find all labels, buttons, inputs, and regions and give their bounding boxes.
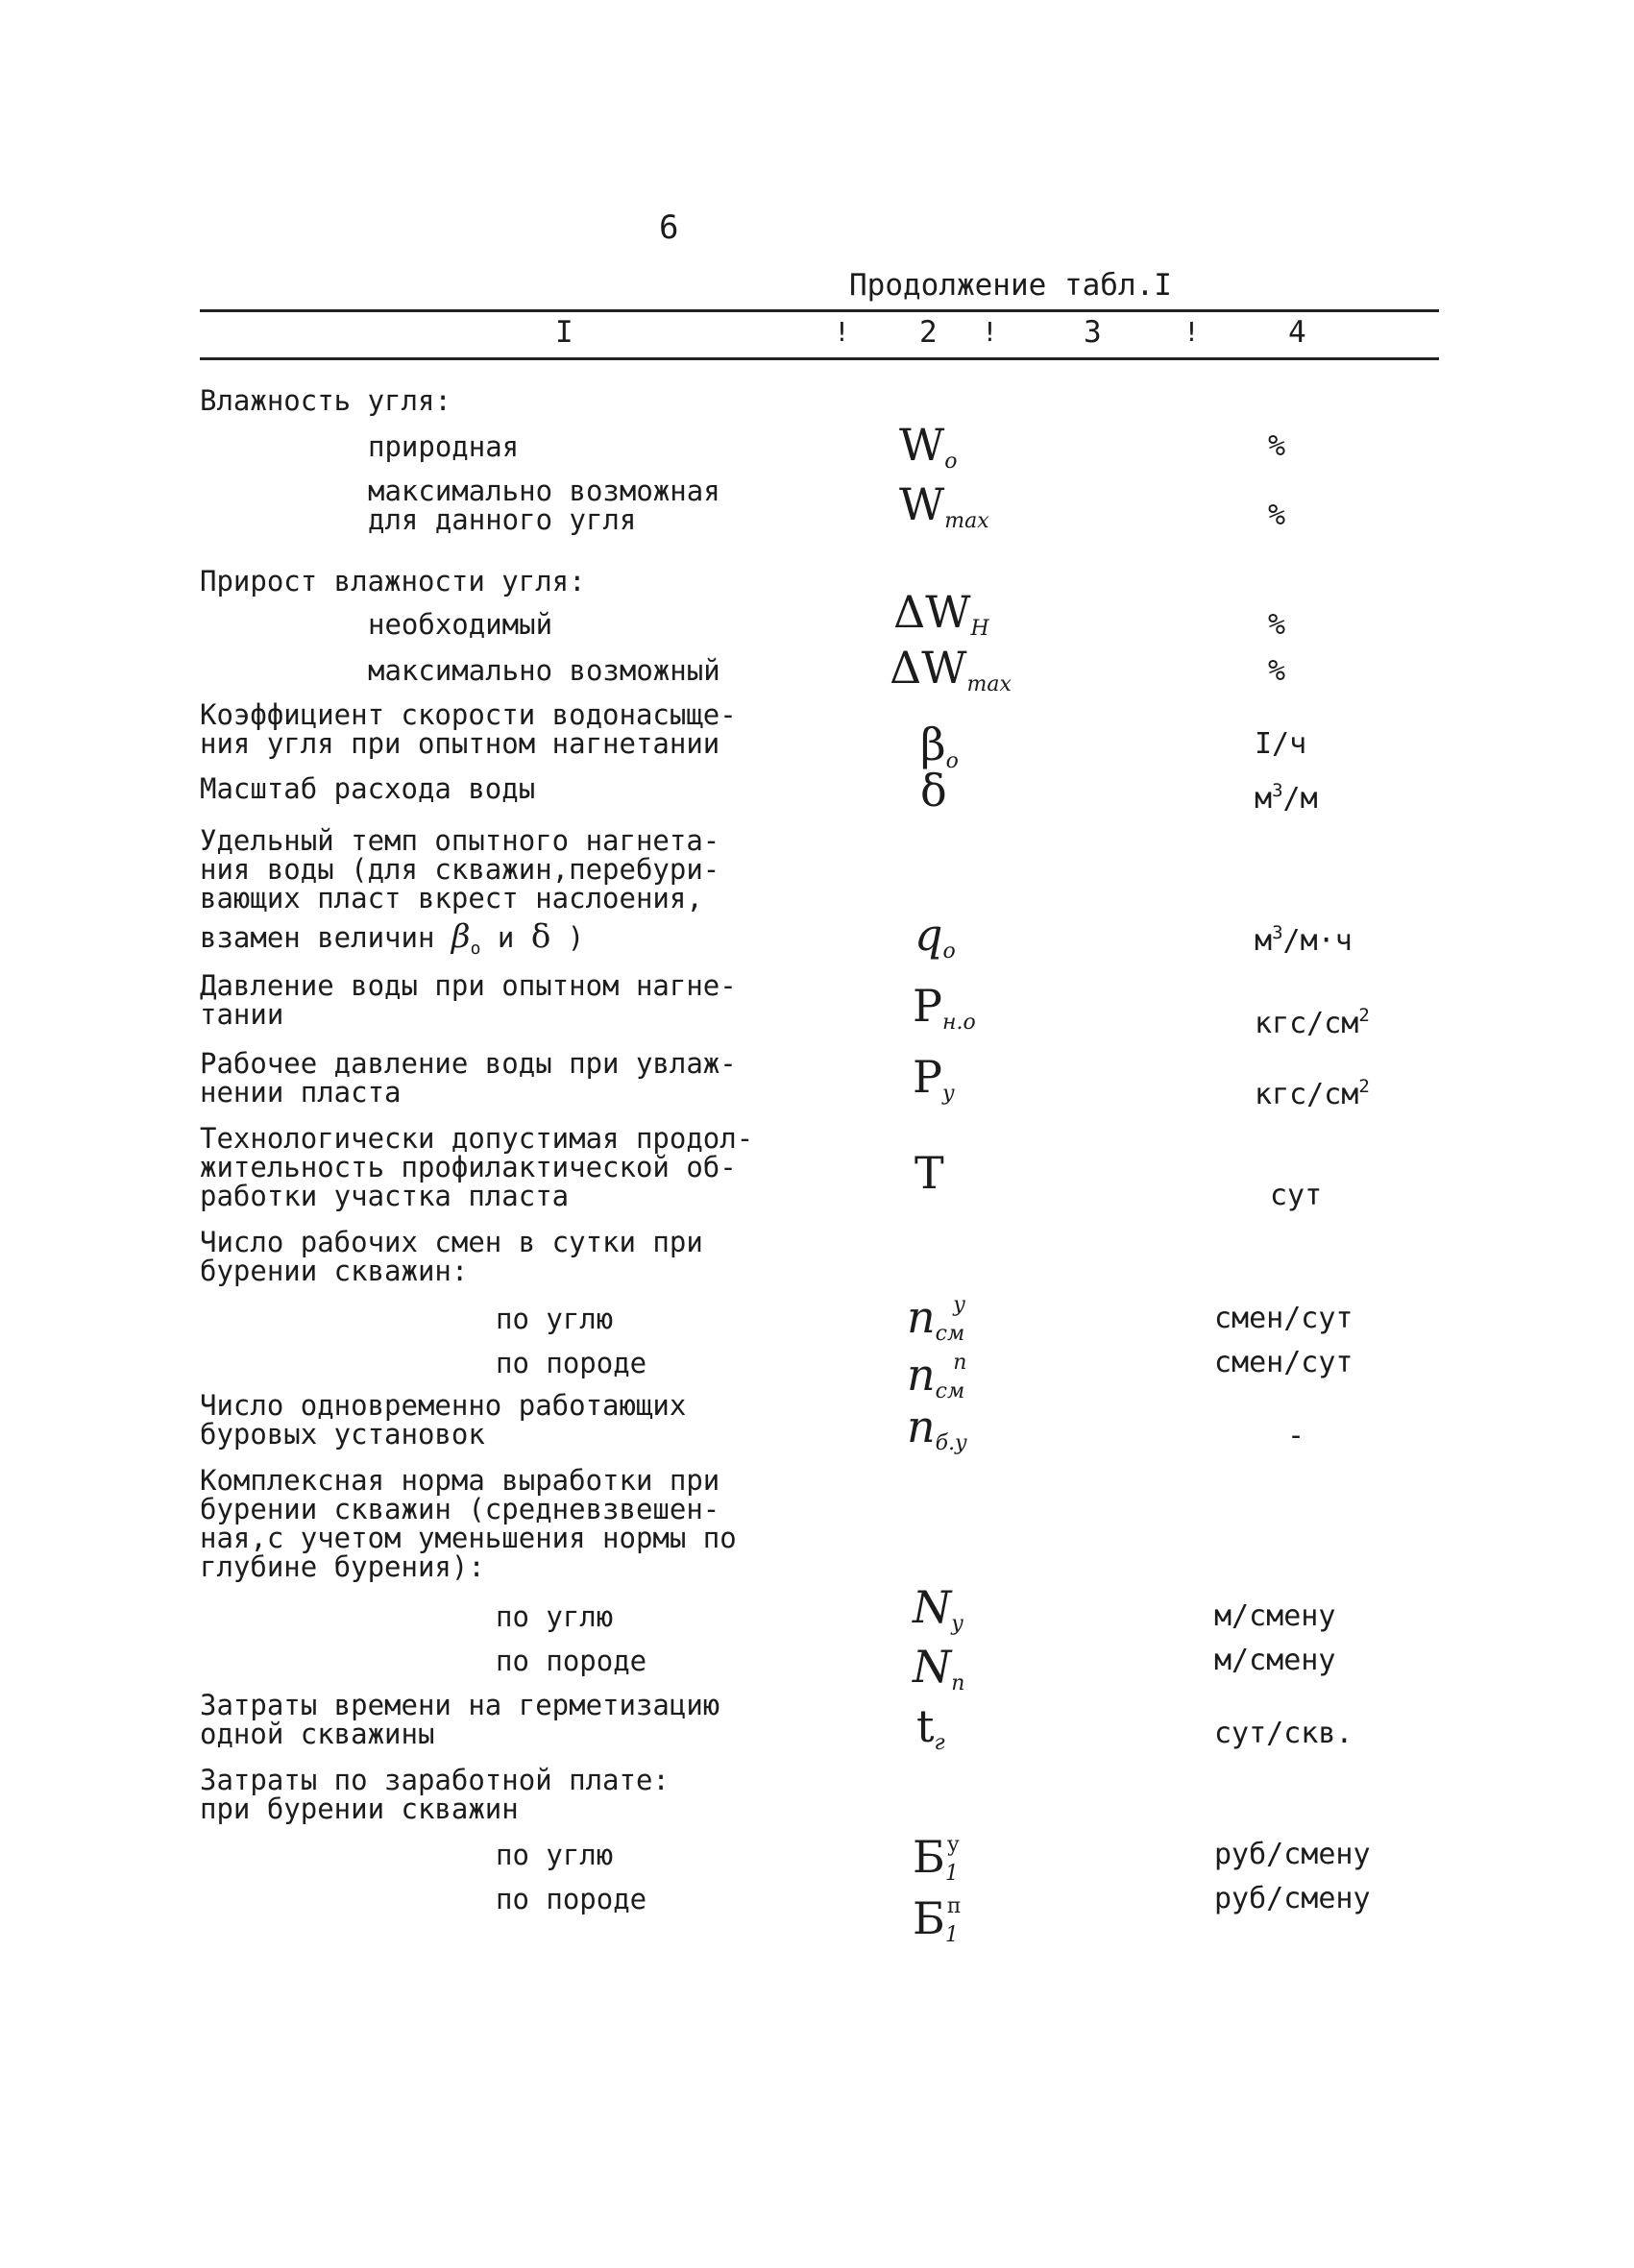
row-label-saturation-coefficient: Коэффициент скорости водонасыще- ния угля при опытном нагнетании	[200, 698, 737, 760]
unit-drilling-rigs: -	[1287, 1419, 1305, 1452]
unit-injection-rate: $м^3/м\cdot ч$	[1255, 922, 1353, 958]
symbol-delta-scale: δ	[920, 765, 947, 817]
row-label-max-moisture: максимально возможная для данного угля	[368, 475, 720, 536]
row-label-shifts-coal: по углю	[496, 1303, 614, 1335]
symbol-wmax: $W_{max}$	[899, 478, 989, 533]
row-label-injection-rate: Удельный темп опытного нагнета- ния воды (для скважин,перебури- вающих пласт вкрест наслоения,	[200, 824, 720, 915]
table-continuation-caption: Продолжение табл.I	[849, 268, 1172, 303]
row-label-natural: природная	[368, 430, 520, 463]
column-header-2: 2	[919, 315, 938, 350]
symbol-delta-wh: $\Delta W_H$	[893, 586, 989, 641]
unit-treatment-duration: сут	[1270, 1179, 1323, 1212]
table-header-rule	[200, 357, 1439, 360]
page-number: 6	[659, 208, 679, 247]
unit-max-possible: %	[1268, 654, 1286, 688]
column-header-3: 3	[1084, 315, 1102, 350]
row-label-output-norm: Комплексная норма выработки при бурении скважин (средневзвешен- ная,с учетом уменьшения нормы по глубине бурения):	[200, 1464, 737, 1583]
symbol-q0: $q_o$	[915, 909, 956, 963]
row-label-shifts-rock: по породе	[496, 1347, 647, 1379]
unit-shifts-rock: смен/сут	[1214, 1346, 1354, 1379]
symbol-n-bu: $n_{б.у}$	[907, 1401, 967, 1455]
unit-working-pressure: кгс/$см^2$	[1255, 1076, 1370, 1111]
symbol-beta0: $\beta_o$	[920, 719, 959, 773]
row-label-treatment-duration: Технологически допустимая продол- жительность профилактической об- работки участка пласта	[200, 1122, 754, 1212]
unit-water-pressure: кгс/$см^2$	[1255, 1005, 1370, 1040]
row-label-norm-rock: по породе	[496, 1645, 647, 1677]
unit-natural: %	[1268, 429, 1286, 463]
symbol-w0: $W_o$	[899, 419, 958, 474]
symbol-t: T	[915, 1147, 944, 1199]
row-label-needed: необходимый	[368, 608, 553, 641]
unit-norm-coal: м/смену	[1214, 1599, 1336, 1633]
row-label-work-shifts: Число рабочих смен в сутки при бурении скважин:	[200, 1226, 703, 1287]
column-header-1: I	[555, 315, 573, 350]
unit-saturation-coefficient: I/ч	[1255, 727, 1307, 761]
table-top-rule	[200, 309, 1439, 312]
row-label-water-scale: Масштаб расхода воды	[200, 772, 536, 805]
unit-water-scale: $м^3/м$	[1255, 780, 1318, 816]
row-label-wages-rock: по породе	[496, 1883, 647, 1915]
row-label-sealing-time: Затраты времени на герметизацию одной скважины	[200, 1689, 720, 1750]
symbol-b1-rock: $Б_1^п$	[913, 1892, 962, 1947]
symbol-t-g: $t_г$	[916, 1700, 945, 1755]
unit-wages-rock: руб/смену	[1214, 1882, 1371, 1915]
unit-sealing-time: сут/скв.	[1214, 1717, 1354, 1750]
symbol-b1-coal: $Б_1^у$	[913, 1831, 960, 1886]
row-label-wages-coal: по углю	[496, 1839, 614, 1871]
symbol-n-cm-coal: $n_{см}^у$	[907, 1291, 965, 1346]
row-label-norm-coal: по углю	[496, 1600, 614, 1633]
row-label-injection-rate-last: взамен величин $\beta_o$ и δ )	[200, 917, 585, 959]
unit-needed: %	[1268, 608, 1286, 642]
row-label-moisture: Влажность угля:	[200, 384, 451, 417]
unit-shifts-coal: смен/сут	[1214, 1302, 1354, 1335]
symbol-n-rock: $N_п$	[913, 1641, 965, 1695]
row-label-max-possible: максимально возможный	[368, 654, 720, 687]
symbol-n-cm-rock: $n_{см}^п$	[907, 1349, 967, 1403]
column-separator: !	[1183, 316, 1200, 348]
unit-norm-rock: м/смену	[1214, 1644, 1336, 1677]
row-label-water-pressure: Давление воды при опытном нагне- тании	[200, 969, 737, 1031]
symbol-p-no: $P_{н.о}$	[913, 980, 976, 1035]
row-label-drilling-rigs: Число одновременно работающих буровых установок	[200, 1389, 687, 1451]
symbol-delta-wmax: $\Delta W_{max}$	[890, 642, 1012, 696]
column-header-4: 4	[1288, 315, 1306, 350]
unit-wages-coal: руб/смену	[1214, 1838, 1371, 1871]
row-label-wage-costs: Затраты по заработной плате: при бурении скважин	[200, 1764, 670, 1825]
row-label-moisture-increase: Прирост влажности угля:	[200, 565, 586, 597]
symbol-p-y: $P_у$	[913, 1051, 955, 1106]
unit-max-moisture: %	[1268, 499, 1286, 532]
row-label-working-pressure: Рабочее давление воды при увлаж- нении пласта	[200, 1047, 737, 1109]
column-separator: !	[982, 316, 998, 348]
symbol-n-coal: $N_у$	[913, 1581, 964, 1636]
column-separator: !	[834, 316, 850, 348]
